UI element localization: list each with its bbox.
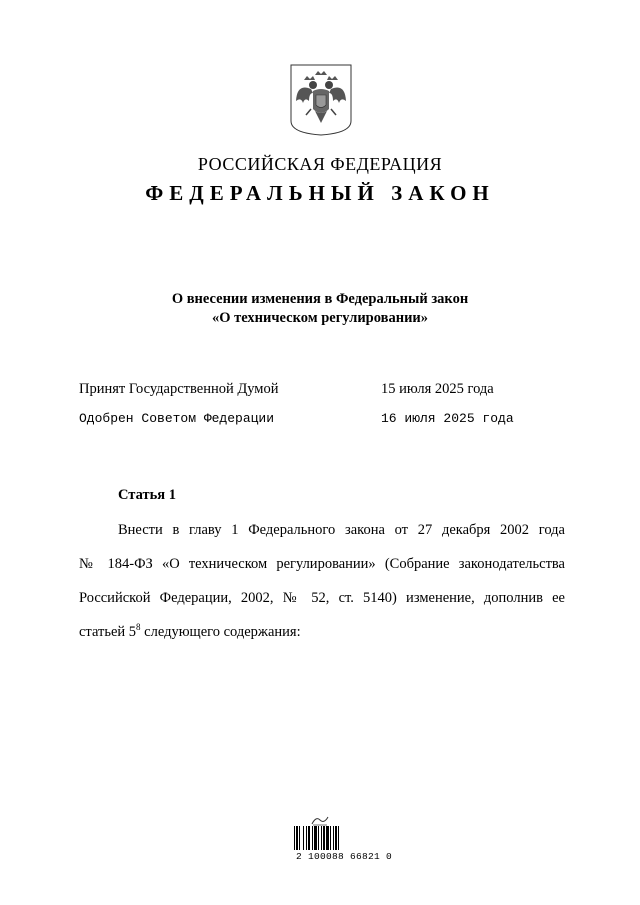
article-text-line: № 184-ФЗ «О техническом регулировании» (Собрание законодательства	[79, 556, 565, 572]
approved-by-council-date: 16 июля 2025 года	[381, 411, 514, 426]
russian-coat-of-arms-icon	[289, 63, 353, 137]
adopted-by-duma-date: 15 июля 2025 года	[381, 381, 494, 397]
barcode-mark-icon	[310, 814, 330, 826]
article-text-line	[79, 624, 301, 641]
barcode-number: 2 100088 66821 0	[296, 851, 393, 862]
country-name: РОССИЙСКАЯ ФЕДЕРАЦИЯ	[197, 154, 443, 174]
law-title-line-1: О внесении изменения в Федеральный закон	[171, 291, 469, 307]
law-type-heading: ФЕДЕРАЛЬНЫЙ ЗАКОН	[145, 181, 495, 205]
approved-by-council-label: Одобрен Советом Федерации	[79, 411, 275, 426]
article-text-line: Российской Федерации, 2002, № 52, ст. 5140) изменение, дополнив ее	[79, 590, 565, 606]
law-title-line-2: «О техническом регулировании»	[211, 310, 429, 326]
adopted-by-duma-label: Принят Государственной Думой	[79, 381, 279, 397]
article-heading: Статья 1	[118, 487, 176, 503]
barcode-icon	[293, 826, 351, 850]
article-text-before-sup: статьей 5	[79, 624, 137, 640]
article-text-line: Внести в главу 1 Федерального закона от 27 декабря 2002 года	[118, 522, 565, 538]
article-superscript: 8	[136, 622, 141, 633]
article-text-after-sup: следующего содержания:	[140, 624, 301, 640]
